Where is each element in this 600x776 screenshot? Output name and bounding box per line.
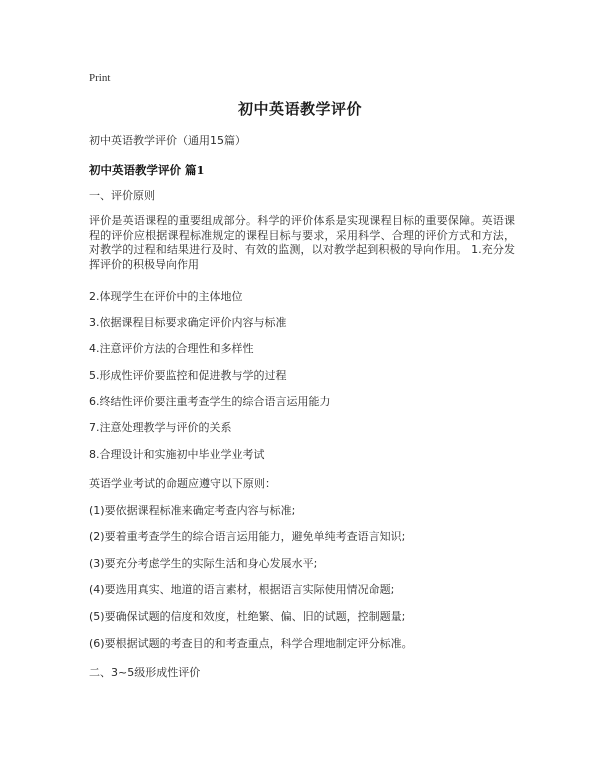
section-heading: 初中英语教学评价 篇1 [89,163,205,177]
print-link[interactable]: Print [89,72,111,84]
exam-rule-item: (6)要根据试题的考查目的和考查重点，科学合理地制定评分标准。 [89,637,413,650]
exam-intro: 英语学业考试的命题应遵守以下原则： [89,477,276,490]
document-subtitle: 初中英语教学评价（通用15篇） [89,134,246,147]
principle-item: 5.形成性评价要监控和促进教与学的过程 [89,369,287,382]
exam-rule-item: (4)要选用真实、地道的语言素材，根据语言实际使用情况命题; [89,583,395,596]
principle-item: 3.依据课程目标要求确定评价内容与标准 [89,316,287,329]
principle-item: 6.终结性评价要注重考查学生的综合语言运用能力 [89,395,331,408]
exam-rule-item: (1)要依据课程标准来确定考查内容与标准; [89,504,296,517]
part1-heading: 一、评价原则 [89,189,155,202]
principle-item: 4.注意评价方法的合理性和多样性 [89,342,254,355]
part2-heading: 二、3~5级形成性评价 [89,666,201,679]
principle-item: 7.注意处理教学与评价的关系 [89,421,232,434]
exam-rule-item: (2)要着重考查学生的综合语言运用能力，避免单纯考查语言知识; [89,530,406,543]
exam-rule-item: (3)要充分考虑学生的实际生活和身心发展水平; [89,557,318,570]
principle-item: 2.体现学生在评价中的主体地位 [89,290,243,303]
exam-rule-item: (5)要确保试题的信度和效度，杜绝繁、偏、旧的试题，控制题量; [89,610,406,623]
intro-paragraph: 评价是英语课程的重要组成部分。科学的评价体系是实现课程目标的重要保障。英语课程的评价应根据课程标准规定的课程目标与要求，采用科学、合理的评价方式和方法，对教学的过程和结果进行及时、有效的监测，以对教学起到积极的导向作用。 1.充分发挥评价的积极导向作用 [89,214,515,271]
principle-item: 8.合理设计和实施初中毕业学业考试 [89,448,265,461]
page-title: 初中英语教学评价 [237,100,362,118]
